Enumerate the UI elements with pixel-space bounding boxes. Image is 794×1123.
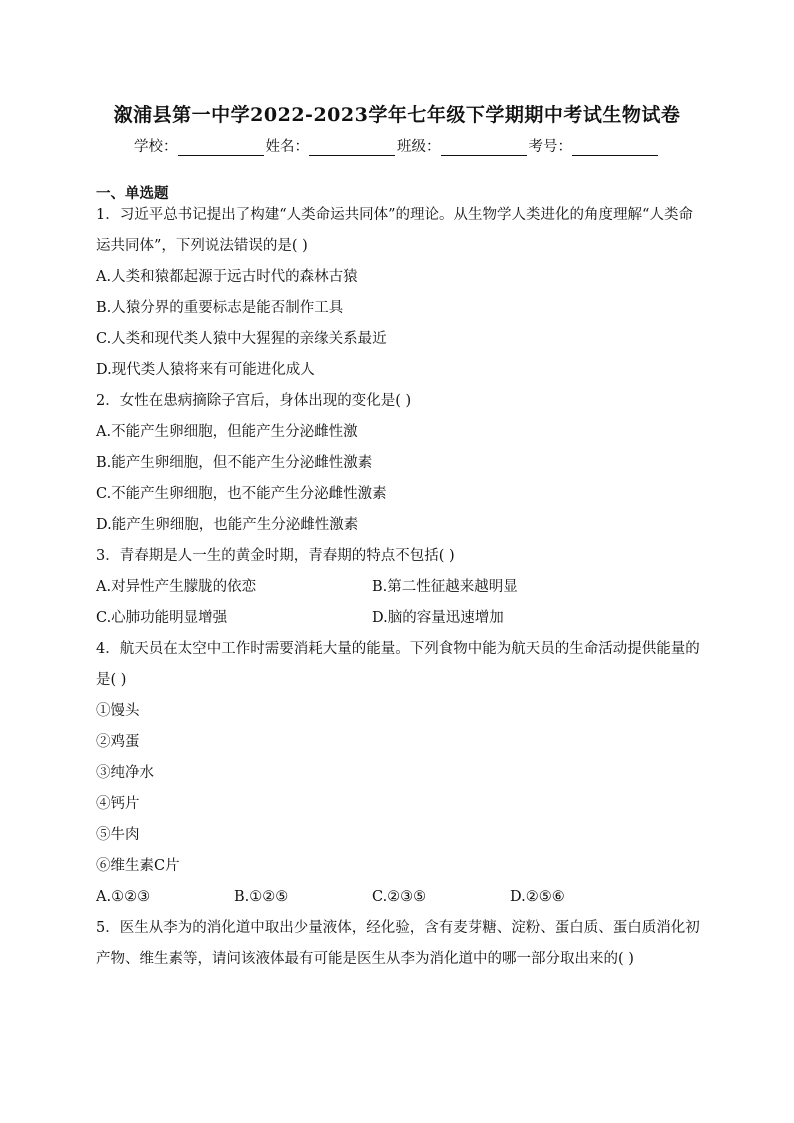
school-blank[interactable] — [178, 141, 264, 156]
school-field — [134, 135, 266, 156]
question-5-stem: 5．医生从李为的消化道中取出少量液体，经化验，含有麦芽糖、淀粉、蛋白质、蛋白质消化初产物、维生素等，请问该液体最有可能是医生从李为消化道中的哪一部分取出来的( ) — [96, 920, 700, 967]
question-2-option-b: B.能产生卵细胞，但不能产生分泌雌性激素 — [96, 455, 373, 471]
question-2-option-c: C.不能产生卵细胞，也不能产生分泌雌性激素 — [96, 486, 387, 502]
question-2-option-a: A.不能产生卵细胞，但能产生分泌雌性激 — [96, 424, 358, 440]
question-1-stem: 1．习近平总书记提出了构建“人类命运共同体”的理论。从生物学人类进化的角度理解“人类命运共同体”，下列说法错误的是( ) — [96, 207, 693, 254]
class-label: 班级： — [397, 139, 441, 155]
question-3-options-row-1 — [96, 572, 701, 603]
page-title: 溆浦县第一中学2022-2023学年七年级下学期期中考试生物试卷 — [113, 104, 681, 126]
question-2-option-d: D.能产生卵细胞，也能产生分泌雌性激素 — [96, 517, 359, 533]
question-3-option-d: D.脑的容量迅速增加 — [372, 610, 504, 626]
question-4-item-3: ③纯净水 — [96, 765, 154, 781]
name-label: 姓名： — [265, 139, 309, 155]
question-4-option-d: D.②⑤⑥ — [510, 889, 565, 905]
question-4-item-1: ①馒头 — [96, 703, 140, 719]
question-3-option-b: B.第二性征越来越明显 — [372, 579, 518, 595]
exam-number-label: 考号： — [528, 139, 572, 155]
question-4-item-5: ⑤牛肉 — [96, 827, 140, 843]
class-field — [397, 135, 529, 156]
question-4-item-2: ②鸡蛋 — [96, 734, 140, 750]
name-blank[interactable] — [309, 141, 395, 156]
question-4-stem: 4．航天员在太空中工作时需要消耗大量的能量。下列食物中能为航天员的生命活动提供能量的是( ) — [96, 641, 700, 688]
question-3-options-row-2 — [96, 603, 701, 634]
exam-number-blank[interactable] — [572, 141, 658, 156]
question-4-option-c: C.②③⑤ — [372, 889, 427, 905]
question-1-option-a: A.人类和猿都起源于远古时代的森林古猿 — [96, 269, 358, 285]
questions — [96, 200, 701, 975]
question-2-stem: 2．女性在患病摘除子宫后，身体出现的变化是( ) — [96, 393, 412, 409]
question-3-stem: 3．青春期是人一生的黄金时期，青春期的特点不包括( ) — [96, 548, 455, 564]
question-4-item-4: ④钙片 — [96, 796, 140, 812]
question-4-options-row — [96, 882, 701, 913]
school-label: 学校： — [134, 139, 178, 155]
question-3-option-a: A.对异性产生朦胧的依恋 — [96, 579, 257, 595]
question-1-option-d: D.现代类人猿将来有可能进化成人 — [96, 362, 315, 378]
exam-number-field — [529, 135, 661, 156]
student-info-line — [0, 135, 794, 156]
question-4-item-6: ⑥维生素C片 — [96, 858, 180, 874]
question-4-option-a: A.①②③ — [96, 889, 151, 905]
question-1-option-b: B.人猿分界的重要标志是能否制作工具 — [96, 300, 344, 316]
question-1-option-c: C.人类和现代类人猿中大猩猩的亲缘关系最近 — [96, 331, 387, 347]
question-3-option-c: C.心肺功能明显增强 — [96, 610, 228, 626]
question-4-option-b: B.①②⑤ — [234, 889, 289, 905]
name-field — [266, 135, 398, 156]
class-blank[interactable] — [441, 141, 527, 156]
section-heading: 一、单选题 — [96, 185, 169, 202]
